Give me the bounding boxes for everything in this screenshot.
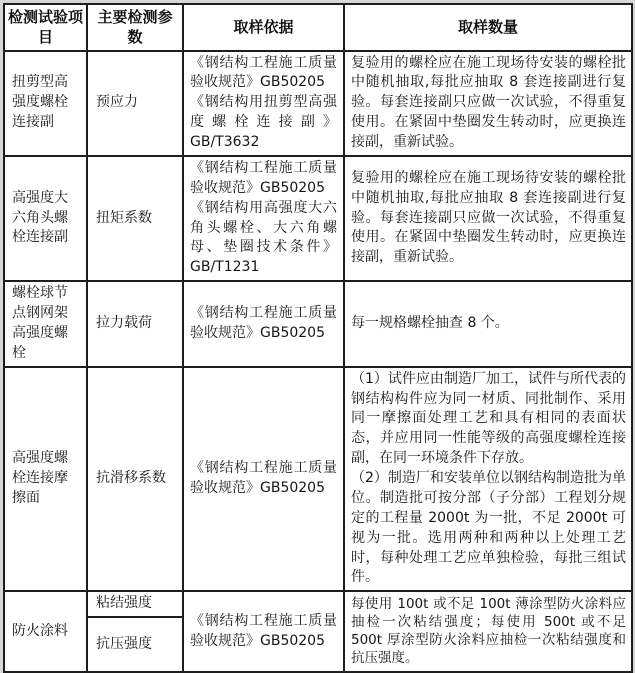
row2-quantity-cell <box>344 156 632 281</box>
table-row <box>4 156 632 281</box>
row2-basis-cell <box>183 156 344 281</box>
row5-item-cell: 防火涂料 <box>4 591 87 672</box>
basis-reference: 《钢结构用高强度大六角头螺栓、大六角螺母、垫圈技术条件》GB/T1231 <box>190 199 337 276</box>
quantity-text: 每使用 100t 或不足 100t 薄涂型防火涂料应抽检一次粘结强度；每使用 500t 或不足 500t 厚涂型防火涂料应抽检一次粘结强度和抗压强度。 <box>351 596 626 666</box>
column-header-sampling-basis: 取样依据 <box>183 4 344 51</box>
quantity-text: 每一规格螺栓抽查 8 个。 <box>351 314 509 331</box>
basis-reference: 《钢结构工程施工质量验收规范》GB50205 <box>190 612 337 649</box>
column-header-parameter: 主要检测参数 <box>87 4 183 51</box>
row1-parameter-cell: 预应力 <box>87 51 183 156</box>
table-row <box>4 281 632 367</box>
sampling-table <box>3 3 633 673</box>
table-header-row <box>4 4 632 51</box>
basis-reference: 《钢结构用扭剪型高强度螺栓连接副》GB/T3632 <box>190 94 337 150</box>
row4-parameter-cell: 抗滑移系数 <box>87 367 183 592</box>
column-header-sampling-quantity: 取样数量 <box>344 4 632 51</box>
basis-reference: 《钢结构工程施工质量验收规范》GB50205 <box>190 159 337 196</box>
table-row <box>4 367 632 592</box>
row1-basis-cell <box>183 51 344 156</box>
document-sheet <box>3 3 633 673</box>
row3-basis-cell <box>183 281 344 367</box>
basis-reference: 《钢结构工程施工质量验收规范》GB50205 <box>190 460 337 496</box>
row3-quantity-cell <box>344 281 632 367</box>
column-header-inspection-item: 检测试验项目 <box>4 4 87 51</box>
row4-basis-cell <box>183 367 344 592</box>
row5-parameter-cell-compressive-strength: 抗压强度 <box>87 617 183 672</box>
quantity-text: （2）制造厂和安装单位以钢结构制造批为单位。制造批可按分部（子分部）工程划分规定的工程量 2000t 为一批，不足 2000t 可视为一批。选用两种和两种以上处理工艺时，每种处理工艺应单独检验，每批三组试件。 <box>351 470 626 586</box>
basis-reference: 《钢结构工程施工质量验收规范》GB50205 <box>190 54 337 91</box>
table-row <box>4 51 632 156</box>
table-row <box>4 591 632 617</box>
basis-reference: 《钢结构工程施工质量验收规范》GB50205 <box>190 305 337 341</box>
row1-quantity-cell <box>344 51 632 156</box>
quantity-text: （1）试件应由制造厂加工，试件与所代表的钢结构构件应为同一材质、同批制作、采用同一摩擦面处理工艺和具有相同的表面状态，并应用同一性能等级的高强度螺栓连接副，在同一环境条件下存放。 <box>351 370 626 467</box>
row2-item-cell: 高强度大六角头螺栓连接副 <box>4 156 87 281</box>
quantity-text: 复验用的螺栓应在施工现场待安装的螺栓批中随机抽取,每批应抽取 8 套连接副进行复验。每套连接副只应做一次试验，不得重复使用。在紧固中垫圈发生转动时，应更换连接副，重新试验。 <box>351 54 626 150</box>
row5-parameter-cell-bond-strength: 粘结强度 <box>87 591 183 617</box>
row4-item-cell: 高强度螺栓连接摩擦面 <box>4 367 87 592</box>
row5-basis-cell <box>183 591 344 672</box>
quantity-text: 复验用的螺栓应在施工现场待安装的螺栓批中随机抽取,每批应抽取 8 套连接副进行复验。每套连接副只应做一次试验，不得重复使用。在紧固中垫圈发生转动时，应更换连接副，重新试验。 <box>351 169 626 266</box>
row2-parameter-cell: 扭矩系数 <box>87 156 183 281</box>
row3-parameter-cell: 拉力载荷 <box>87 281 183 367</box>
row5-quantity-cell <box>344 591 632 672</box>
row3-item-cell: 螺栓球节点钢网架高强度螺栓 <box>4 281 87 367</box>
row1-item-cell: 扭剪型高强度螺栓连接副 <box>4 51 87 156</box>
row4-quantity-cell <box>344 367 632 592</box>
